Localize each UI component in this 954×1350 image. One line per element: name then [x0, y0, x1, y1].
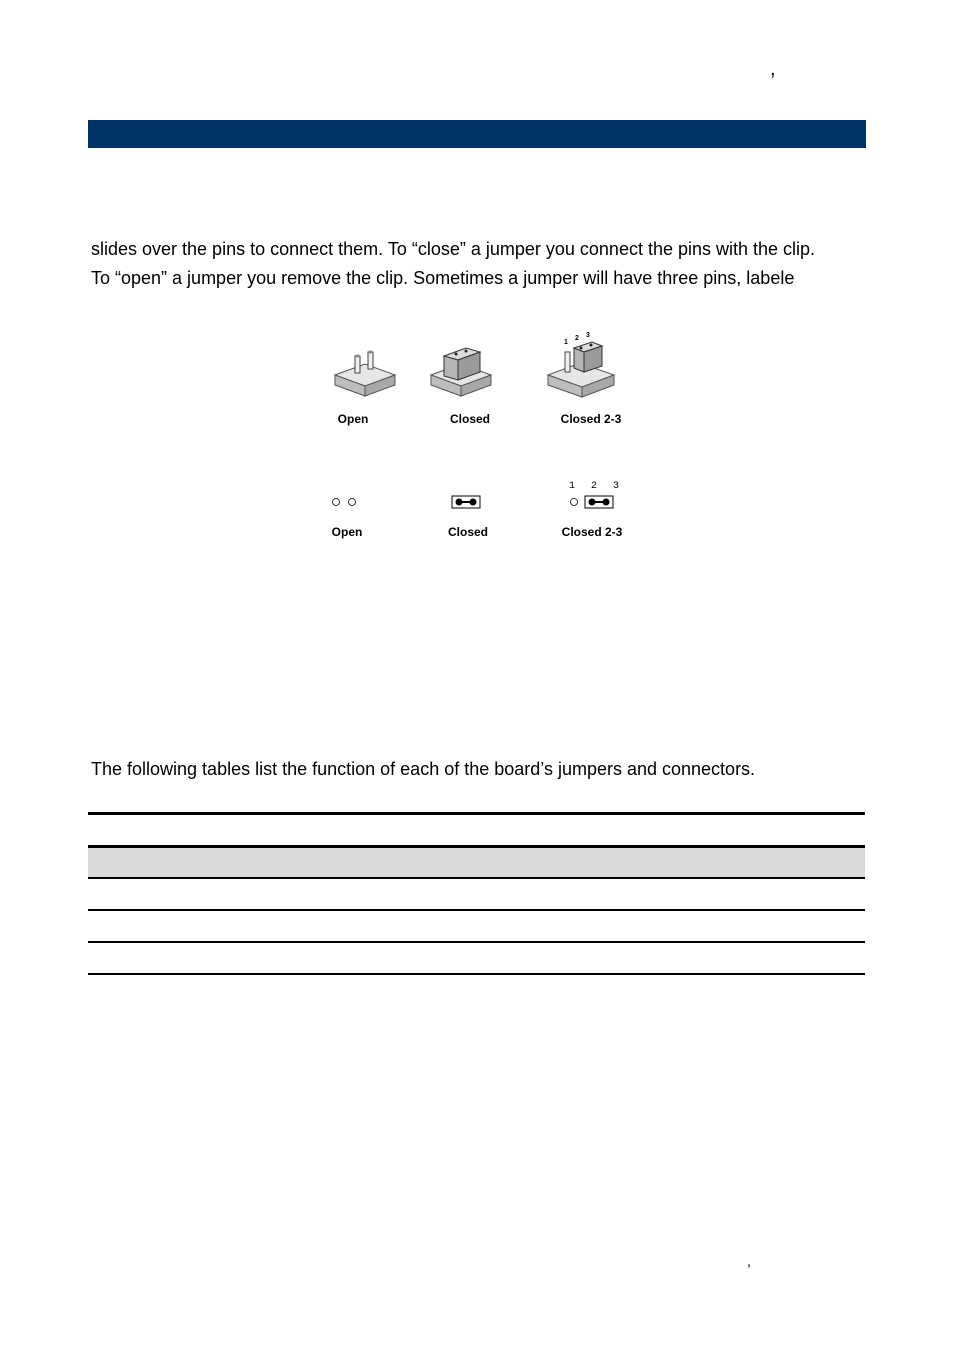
jumper-pictorial-illustrations [0, 0, 954, 600]
schematic-pin-numbers: 1 2 3 [569, 481, 625, 492]
closed-jumper-symbol [452, 496, 480, 508]
open-jumper-symbol [333, 499, 356, 506]
table-bottom-rule [88, 973, 865, 975]
table-top-rule [88, 812, 865, 815]
tables-intro-paragraph: The following tables list the function of each of the board’s jumpers and connectors. [91, 759, 756, 779]
table-row-rule [88, 941, 865, 943]
closed-2-3-jumper-symbol [571, 496, 614, 508]
table-header-top-rule [88, 845, 865, 848]
page-header-mark: , [770, 58, 776, 80]
jumper-figure [0, 0, 954, 600]
open-jumper-illustration [335, 351, 395, 397]
pictorial-label-open: Open [337, 412, 369, 426]
section-title-bar [88, 120, 866, 148]
table-header-row [88, 847, 865, 877]
pictorial-label-closed-2-3: Closed 2-3 [560, 412, 622, 426]
schematic-label-open: Open [331, 525, 363, 539]
table-row-rule [88, 909, 865, 911]
closed-jumper-illustration [431, 348, 491, 396]
jumper-description-paragraph [91, 235, 815, 293]
table-row-rule [88, 877, 865, 879]
pictorial-label-closed: Closed [449, 412, 491, 426]
jumper-connector-table [88, 812, 865, 976]
pictorial-pin-number-1: 1 [564, 339, 568, 346]
jumper-schematic-symbols [0, 0, 954, 600]
pictorial-pin-number-3: 3 [586, 332, 590, 339]
pictorial-pin-number-2: 2 [575, 335, 579, 342]
schematic-label-closed: Closed [447, 525, 489, 539]
schematic-label-closed-2-3: Closed 2-3 [561, 525, 623, 539]
paragraph-line-1: slides over the pins to connect them. To “close” a jumper you connect the pins with the clip. [91, 239, 816, 259]
paragraph-line-2: To “open” a jumper you remove the clip. Sometimes a jumper will have three pins, labele [91, 268, 795, 288]
page-footer-mark: , [747, 1253, 751, 1269]
closed-2-3-jumper-illustration [548, 342, 614, 397]
